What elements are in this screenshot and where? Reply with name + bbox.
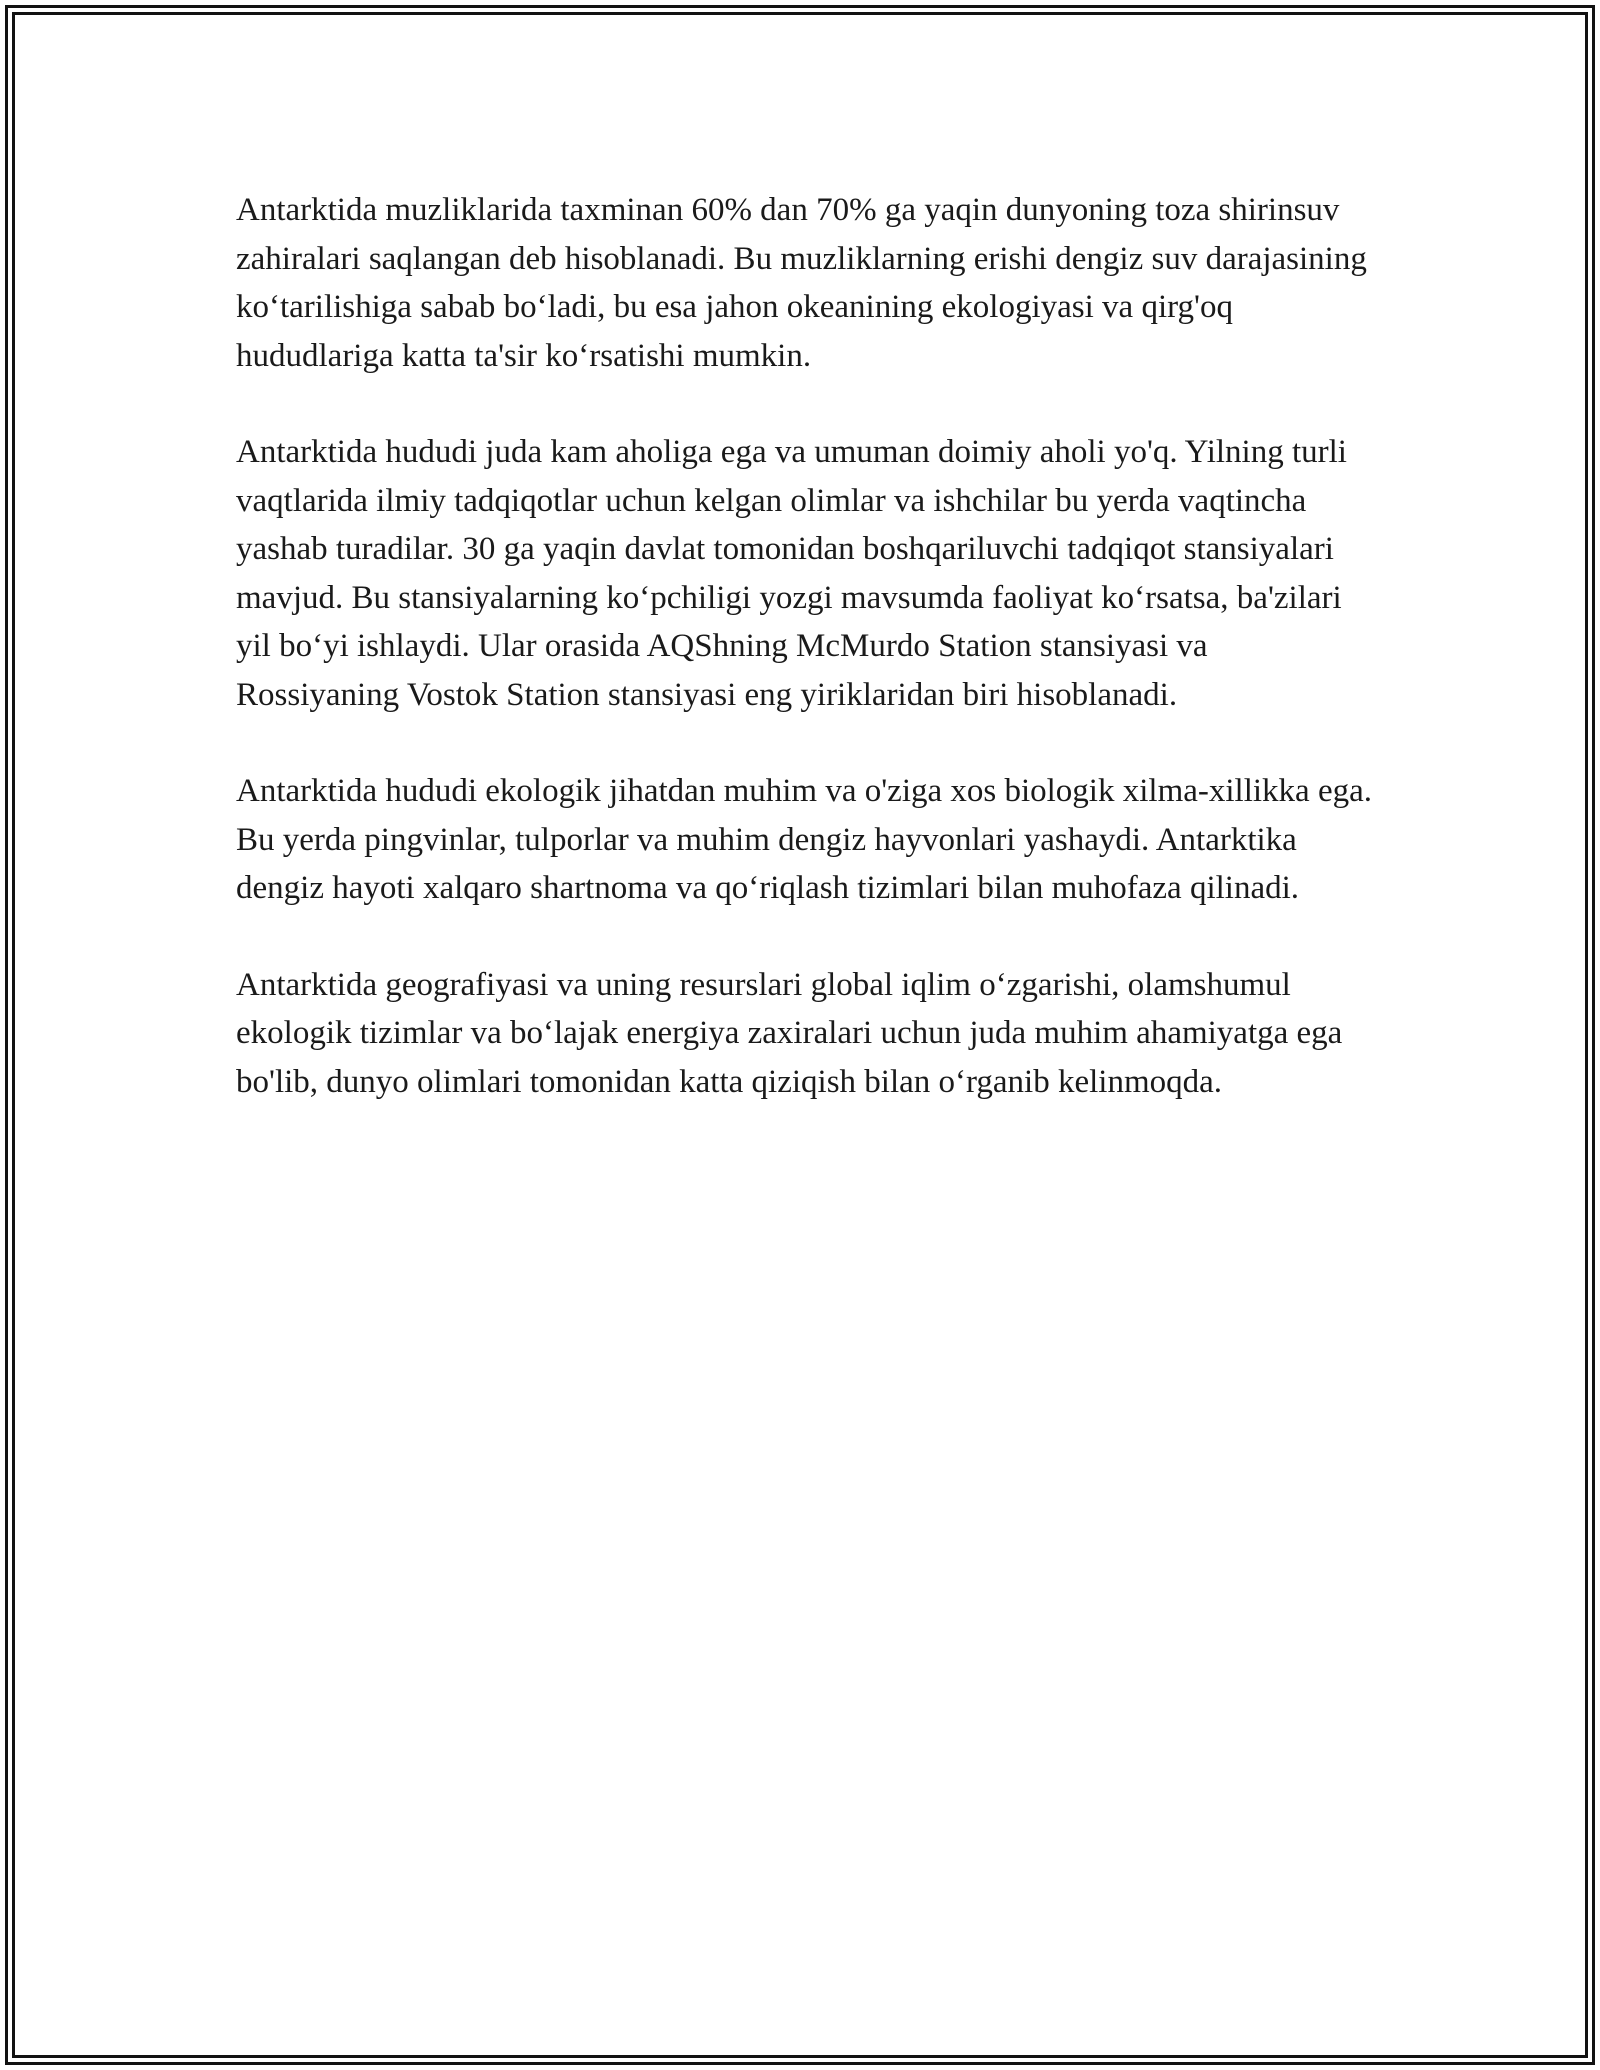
document-body [236,186,1376,1154]
paragraph-population: Antarktida hududi juda kam aholiga ega va umuman doimiy aholi yo'q. Yilning turli vaqtlarida ilmiy tadqiqotlar uchun kelgan olimlar va ishchilar bu yerda vaqtincha yashab turadilar. 30 ga yaqin davlat tomonidan boshqariluvchi tadqiqot stansiyalari mavjud. Bu stansiyalarning ko‘pchiligi yozgi mavsumda faoliyat ko‘rsatsa, ba'zilari yil bo‘yi ishlaydi. Ular orasida AQShning McMurdo Station stansiyasi va Rossiyaning Vostok Station stansiyasi eng yiriklaridan biri hisoblanadi. [236,434,1347,713]
paragraph-ecology: Antarktida hududi ekologik jihatdan muhim va o'ziga xos biologik xilma-xillikka ega. Bu yerda pingvinlar, tulporlar va muhim dengiz hayvonlari yashaydi. Antarktika dengiz hayoti xalqaro shartnoma va qo‘riqlash tizimlari bilan muhofaza qilinadi. [236,773,1372,906]
paragraph-resources: Antarktida geografiyasi va uning resurslari global iqlim o‘zgarishi, olamshumul ekologik tizimlar va bo‘lajak energiya zaxiralari uchun juda muhim ahamiyatga ega bo'lib, dunyo olimlari tomonidan katta qiziqish bilan o‘rganib kelinmoqda. [236,966,1343,1100]
paragraph-glaciers: Antarktida muzliklarida taxminan 60% dan 70% ga yaqin dunyoning toza shirinsuv zahiralari saqlangan deb hisoblanadi. Bu muzliklarning erishi dengiz suv darajasining ko‘tarilishiga sabab bo‘ladi, bu esa jahon okeanining ekologiyasi va qirg'oq hududlariga katta ta'sir ko‘rsatishi mumkin. [236,192,1367,374]
